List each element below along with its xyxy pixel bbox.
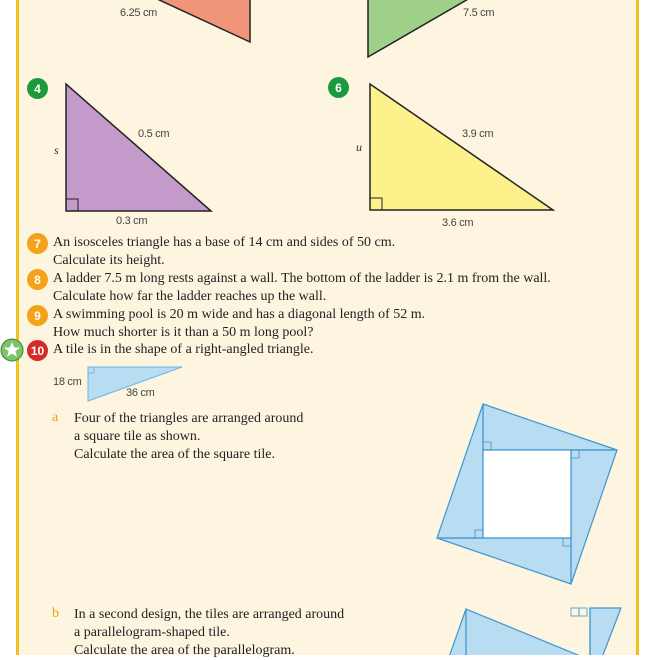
subpart-text: Four of the triangles are arranged around xyxy=(74,411,304,426)
green-triangle xyxy=(368,0,470,57)
question-number: 4 xyxy=(27,78,48,99)
subpart-text: a parallelogram-shaped tile. xyxy=(74,625,230,640)
question-number: 6 xyxy=(328,77,349,98)
yellow-triangle xyxy=(370,84,553,210)
purple-triangle xyxy=(66,84,211,211)
question-text: A tile is in the shape of a right-angled triangle. xyxy=(53,342,314,357)
dimension-label: 7.5 cm xyxy=(463,7,495,19)
question-text: A ladder 7.5 m long rests against a wall. The bottom of the ladder is 2.1 m from the wall. xyxy=(53,271,551,286)
dimension-label: 6.25 cm xyxy=(120,7,158,19)
side-variable: u xyxy=(356,140,362,154)
question-number: 10 xyxy=(27,340,48,361)
hypotenuse-label: 3.9 cm xyxy=(462,128,494,140)
subpart-text: Calculate the area of the parallelogram. xyxy=(74,643,295,658)
tile-height-label: 18 cm xyxy=(53,376,82,388)
subpart-text: a square tile as shown. xyxy=(74,429,201,444)
base-label: 0.3 cm xyxy=(116,215,148,227)
question-number: 7 xyxy=(27,233,48,254)
question-text: An isosceles triangle has a base of 14 cm and sides of 50 cm. xyxy=(53,235,396,250)
question-number: 8 xyxy=(27,269,48,290)
subpart-text: In a second design, the tiles are arranged around xyxy=(74,607,345,622)
base-label: 3.6 cm xyxy=(442,217,474,229)
subpart-letter: a xyxy=(52,410,59,425)
hypotenuse-label: 0.5 cm xyxy=(138,128,170,140)
salmon-triangle xyxy=(155,0,250,42)
question-number: 9 xyxy=(27,305,48,326)
parallelogram-arrangement xyxy=(448,608,621,655)
subpart-letter: b xyxy=(52,606,59,621)
question-text: Calculate how far the ladder reaches up the wall. xyxy=(53,289,327,304)
question-text: A swimming pool is 20 m wide and has a diagonal length of 52 m. xyxy=(53,307,426,322)
subpart-text: Calculate the area of the square tile. xyxy=(74,447,275,462)
tile-base-label: 36 cm xyxy=(126,387,155,399)
star-challenge-icon xyxy=(0,338,24,362)
question-text: How much shorter is it than a 50 m long pool? xyxy=(53,325,314,340)
square-arrangement xyxy=(437,404,617,584)
question-text: Calculate its height. xyxy=(53,253,165,268)
side-variable: s xyxy=(54,143,59,157)
